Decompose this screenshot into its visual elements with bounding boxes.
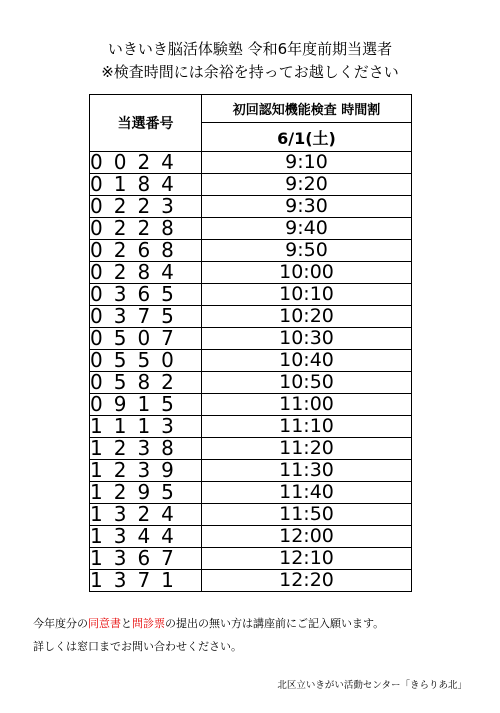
header-date: 6/1(土) bbox=[202, 123, 412, 152]
table-row bbox=[90, 152, 412, 174]
title-line-1: いきいき脳活体験塾 令和6年度前期当選者 bbox=[107, 40, 393, 58]
table-row bbox=[90, 526, 412, 548]
winning-number-cell: 1239 bbox=[90, 460, 202, 482]
exam-time-cell: 12:20 bbox=[202, 570, 412, 592]
winning-number-cell: 1324 bbox=[90, 504, 202, 526]
winning-number-cell: 1371 bbox=[90, 570, 202, 592]
table-row bbox=[90, 306, 412, 328]
winning-number-cell: 0915 bbox=[90, 394, 202, 416]
header-winning-number: 当選番号 bbox=[90, 95, 202, 152]
exam-time-cell: 10:40 bbox=[202, 350, 412, 372]
table-row bbox=[90, 394, 412, 416]
exam-time-cell: 11:00 bbox=[202, 394, 412, 416]
table-row bbox=[90, 438, 412, 460]
note-text: と bbox=[121, 617, 132, 630]
note-contact: 詳しくは窓口までお問い合わせください。 bbox=[33, 640, 242, 653]
exam-time-cell: 9:30 bbox=[202, 196, 412, 218]
note-submission bbox=[33, 617, 384, 631]
exam-time-cell: 10:30 bbox=[202, 328, 412, 350]
exam-time-cell: 10:10 bbox=[202, 284, 412, 306]
winners-schedule-table bbox=[89, 94, 412, 592]
winning-number-cell: 1238 bbox=[90, 438, 202, 460]
exam-time-cell: 11:40 bbox=[202, 482, 412, 504]
exam-time-cell: 9:40 bbox=[202, 218, 412, 240]
table-row bbox=[90, 460, 412, 482]
header-exam-schedule: 初回認知機能検査 時間割 bbox=[202, 95, 412, 123]
exam-time-cell: 11:10 bbox=[202, 416, 412, 438]
exam-time-cell: 10:20 bbox=[202, 306, 412, 328]
exam-time-cell: 9:10 bbox=[202, 152, 412, 174]
winning-number-cell: 0582 bbox=[90, 372, 202, 394]
table-row bbox=[90, 240, 412, 262]
table-row bbox=[90, 328, 412, 350]
exam-time-cell: 11:30 bbox=[202, 460, 412, 482]
exam-time-cell: 12:10 bbox=[202, 548, 412, 570]
table-row bbox=[90, 284, 412, 306]
exam-time-cell: 12:00 bbox=[202, 526, 412, 548]
note-text: の提出の無い方は講座前にご記入願います。 bbox=[165, 617, 385, 630]
winning-number-cell: 0375 bbox=[90, 306, 202, 328]
winning-number-cell: 1344 bbox=[90, 526, 202, 548]
exam-time-cell: 9:50 bbox=[202, 240, 412, 262]
table-row bbox=[90, 570, 412, 592]
table-row bbox=[90, 372, 412, 394]
winning-number-cell: 1367 bbox=[90, 548, 202, 570]
winning-number-cell: 0365 bbox=[90, 284, 202, 306]
footer-organization: 北区立いきがい活動センター「きらりあ北」 bbox=[277, 680, 467, 691]
exam-time-cell: 11:20 bbox=[202, 438, 412, 460]
table-row bbox=[90, 482, 412, 504]
winning-number-cell: 0284 bbox=[90, 262, 202, 284]
table-row bbox=[90, 350, 412, 372]
consent-form-label: 同意書 bbox=[88, 617, 121, 630]
winning-number-cell: 1295 bbox=[90, 482, 202, 504]
table-row bbox=[90, 548, 412, 570]
exam-time-cell: 10:00 bbox=[202, 262, 412, 284]
table-row bbox=[90, 504, 412, 526]
exam-time-cell: 10:50 bbox=[202, 372, 412, 394]
winning-number-cell: 1113 bbox=[90, 416, 202, 438]
exam-time-cell: 11:50 bbox=[202, 504, 412, 526]
title-line-2: ※検査時間には余裕を持ってお越しください bbox=[101, 63, 399, 81]
winning-number-cell: 0024 bbox=[90, 152, 202, 174]
winning-number-cell: 0184 bbox=[90, 174, 202, 196]
winning-number-cell: 0507 bbox=[90, 328, 202, 350]
winning-number-cell: 0550 bbox=[90, 350, 202, 372]
winning-number-cell: 0268 bbox=[90, 240, 202, 262]
table-row bbox=[90, 218, 412, 240]
table-row bbox=[90, 196, 412, 218]
winning-number-cell: 0228 bbox=[90, 218, 202, 240]
winning-number-cell: 0223 bbox=[90, 196, 202, 218]
questionnaire-label: 問診票 bbox=[132, 617, 165, 630]
exam-time-cell: 9:20 bbox=[202, 174, 412, 196]
table-row bbox=[90, 174, 412, 196]
table-row bbox=[90, 262, 412, 284]
note-text: 今年度分の bbox=[33, 617, 88, 630]
table-row bbox=[90, 416, 412, 438]
